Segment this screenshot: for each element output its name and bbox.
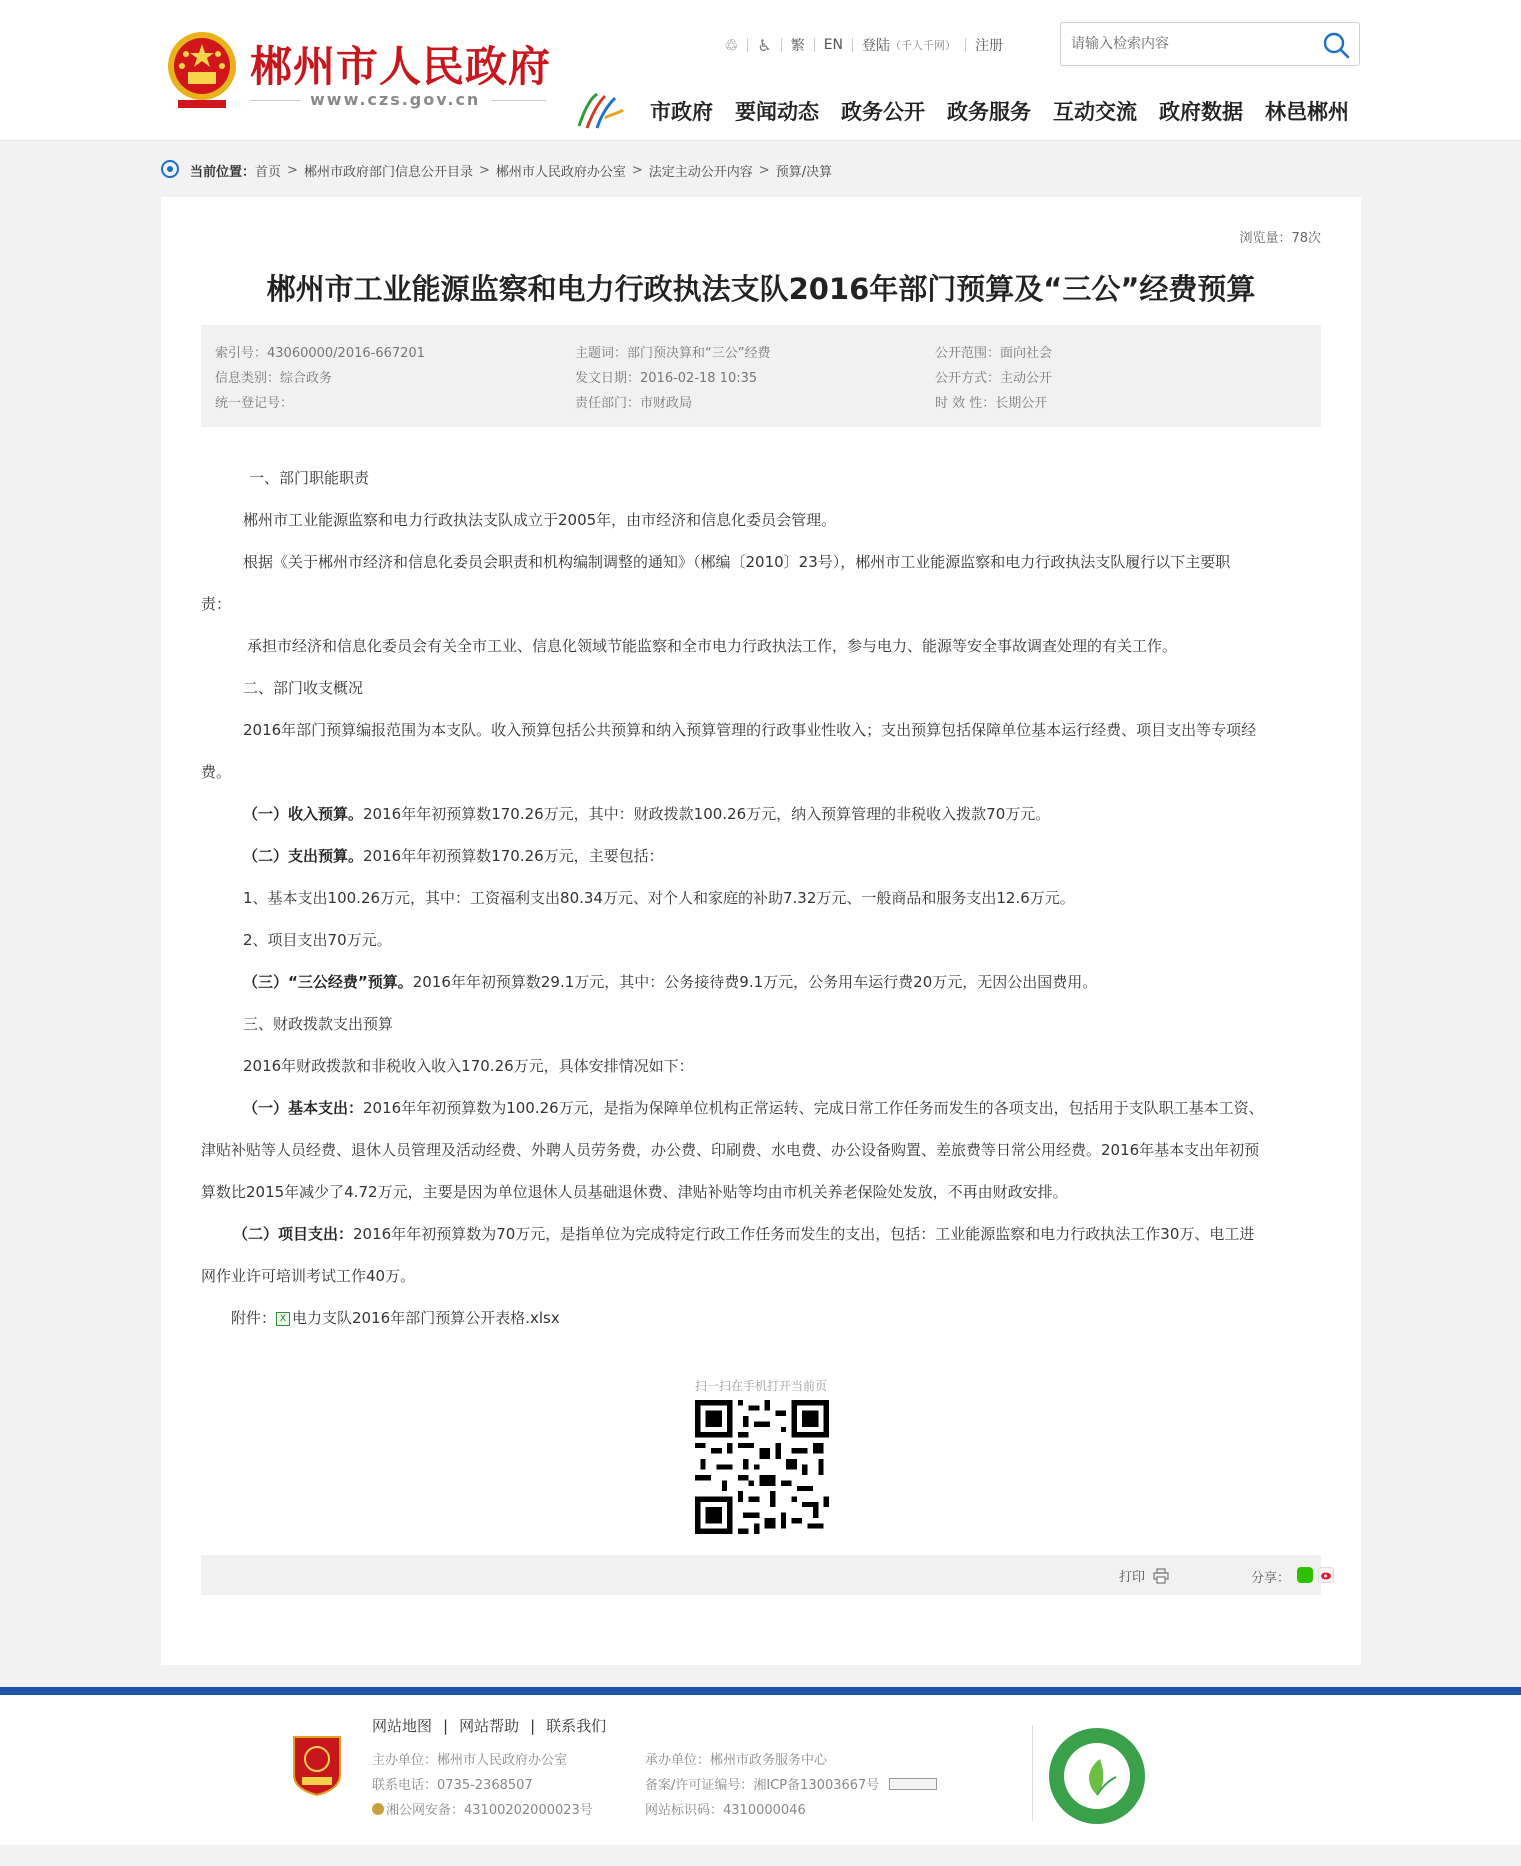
separator — [965, 38, 966, 52]
paragraph-heading: （二）支出预算。 — [243, 847, 364, 865]
footer-link-help[interactable]: 网站帮助 — [459, 1717, 520, 1735]
paragraph-text: 2016年年初预算数为100.26万元，是指为保障单位机构正常运转、完成日常工作任务而发生的各项支出，包括用于支队职工基本工资、 — [363, 1099, 1264, 1117]
search-input[interactable] — [1071, 33, 1311, 55]
linyi-logo-icon — [575, 88, 627, 132]
footer-divider — [1032, 1725, 1033, 1821]
paragraph-text: 2016年年初预算数170.26万元，主要包括： — [363, 847, 664, 865]
footer-host: 主办单位：郴州市人民政府办公室 — [372, 1753, 568, 1768]
meta-index-no: 索引号：43060000/2016-667201 — [215, 346, 425, 361]
paragraph-heading: （三）“三公经费”预算。 — [243, 973, 413, 991]
paragraph-text: 2016年年初预算数为70万元，是指单位为完成特定行政工作任务而发生的支出，包括：工业能源监察和电力行政执法工作30万、电工进 — [353, 1225, 1255, 1243]
site-footer — [0, 1695, 1521, 1845]
login-note: （千人千网） — [890, 39, 957, 52]
meta-subject: 主题词：部门预决算和“三公”经费 — [575, 346, 771, 361]
nav-item-open-affairs[interactable]: 政务公开 — [841, 100, 925, 124]
paragraph — [243, 971, 1097, 992]
paragraph: 1、基本支出100.26万元，其中：工资福利支出80.34万元、对个人和家庭的补助7.32万元、一般商品和服务支出12.6万元。 — [243, 889, 1075, 907]
paragraph: 2、项目支出70万元。 — [243, 931, 392, 949]
paragraph: 网作业许可培训考试工作40万。 — [201, 1267, 416, 1285]
section-heading: 二、部门收支概况 — [243, 679, 364, 697]
view-count: 浏览量：78次 — [1239, 231, 1321, 246]
weibo-share-icon[interactable] — [1318, 1567, 1334, 1583]
national-emblem-icon — [164, 26, 240, 112]
qr-caption: 扫一扫在手机打开当前页 — [694, 1379, 827, 1393]
url-divider-right — [492, 100, 546, 101]
attachment-link[interactable]: 电力支队2016年部门预算公开表格.xlsx — [292, 1309, 560, 1327]
paragraph-text: 2016年年初预算数29.1万元，其中：公务接待费9.1万元，公务用车运行费20万元，无因公出国费用。 — [412, 973, 1098, 991]
separator: | — [443, 1716, 449, 1735]
paragraph: 责： — [201, 595, 232, 613]
breadcrumb-office[interactable]: 郴州市人民政府办公室 — [495, 164, 626, 180]
paragraph-heading: （二）项目支出： — [233, 1225, 354, 1243]
breadcrumb-directory[interactable]: 郴州市政府部门信息公开目录 — [303, 164, 473, 180]
footer-police — [372, 1799, 593, 1818]
paragraph: 津贴补贴等人员经费、退休人员管理及活动经费、外聘人员劳务费，办公费、印刷费、水电费、办公设备购置、差旅费等日常公用经费。2016年基本支出年初预 — [201, 1141, 1260, 1159]
footer-phone: 联系电话：0735-2368507 — [372, 1778, 533, 1793]
separator: | — [530, 1716, 536, 1735]
breadcrumb-statutory[interactable]: 法定主动公开内容 — [648, 164, 753, 180]
civilized-website-badge-icon[interactable] — [1046, 1725, 1148, 1827]
nav-item-government[interactable]: 市政府 — [650, 100, 713, 124]
separator — [852, 38, 853, 52]
nav-item-news[interactable]: 要闻动态 — [735, 100, 819, 124]
paragraph — [233, 1223, 1254, 1244]
meta-scope: 公开范围：面向社会 — [935, 346, 1053, 361]
excel-file-icon: X — [276, 1312, 290, 1326]
breadcrumb-label: 当前位置： — [190, 164, 256, 180]
separator — [814, 38, 815, 52]
section-heading: 三、财政拨款支出预算 — [243, 1015, 394, 1033]
breadcrumb-separator: > — [631, 162, 643, 178]
paragraph-heading: （一）基本支出： — [243, 1099, 364, 1117]
paragraph: 2016年财政拨款和非税收入收入170.26万元，具体安排情况如下： — [243, 1057, 694, 1075]
paragraph — [243, 803, 1050, 824]
site-title[interactable]: 郴州市人民政府 — [250, 42, 552, 91]
footer-icp-text[interactable]: 备案/许可证编号：湘ICP备13003667号 — [645, 1778, 880, 1793]
paragraph — [243, 845, 664, 866]
footer-site-code: 网站标识码：4310000046 — [645, 1803, 806, 1818]
footer-link-contact[interactable]: 联系我们 — [546, 1717, 607, 1735]
share-bar — [201, 1555, 1321, 1595]
top-links — [724, 34, 1003, 56]
paragraph: 费。 — [201, 763, 232, 781]
traditional-chinese-link[interactable]: 繁 — [790, 38, 805, 54]
qr-code-icon — [695, 1400, 829, 1534]
meta-validity: 时 效 性：长期公开 — [935, 396, 1048, 411]
printer-icon — [1153, 1568, 1169, 1584]
print-button[interactable] — [1119, 1566, 1169, 1585]
main-nav — [650, 96, 1349, 126]
paragraph — [243, 1097, 1264, 1118]
paragraph-heading: （一）收入预算。 — [243, 805, 364, 823]
footer-icp — [645, 1774, 937, 1793]
register-link[interactable]: 注册 — [975, 38, 1004, 54]
meta-dept: 责任部门：市财政局 — [575, 396, 693, 411]
nav-item-data[interactable]: 政府数据 — [1159, 100, 1243, 124]
breadcrumb-budget[interactable]: 预算/决算 — [775, 164, 833, 180]
breadcrumb — [160, 158, 832, 182]
footer-undertaker: 承办单位：郴州市政务服务中心 — [645, 1753, 828, 1768]
location-pin-icon — [160, 159, 180, 181]
paragraph-text: 2016年年初预算数170.26万元，其中：财政拨款100.26万元，纳入预算管理的非税收入拨款70万元。 — [363, 805, 1051, 823]
meta-reg-no: 统一登记号： — [215, 396, 294, 411]
paragraph: 算数比2015年减少了4.72万元，主要是因为单位退休人员基础退休费、津贴补贴等均由市机关养老保险处发放，不再由财政安排。 — [201, 1183, 1068, 1201]
attachment — [231, 1307, 560, 1328]
english-link[interactable]: EN — [823, 37, 844, 53]
footer-accent-bar — [0, 1687, 1521, 1695]
share-label: 分享： — [1251, 1571, 1291, 1586]
nav-item-services[interactable]: 政务服务 — [947, 100, 1031, 124]
site-url: www.czs.gov.cn — [310, 90, 481, 109]
party-government-badge-icon[interactable] — [290, 1733, 344, 1797]
icp-badge-icon[interactable] — [889, 1778, 937, 1790]
paragraph: 郴州市工业能源监察和电力行政执法支队成立于2005年，由市经济和信息化委员会管理。 — [243, 511, 837, 529]
nav-item-linyi[interactable]: 林邑郴州 — [1265, 100, 1349, 124]
breadcrumb-separator: > — [287, 162, 298, 178]
paragraph: 承担市经济和信息化委员会有关全市工业、信息化领域节能监察和全市电力行政执法工作，参与电力、能源等安全事故调查处理的有关工作。 — [247, 637, 1178, 655]
article-card — [161, 197, 1361, 1665]
wheelchair-icon[interactable]: ♿ — [757, 35, 772, 55]
attachment-label: 附件： — [231, 1309, 277, 1327]
article-meta — [201, 325, 1321, 427]
meta-category: 信息类别：综合政务 — [215, 371, 333, 386]
breadcrumb-home[interactable]: 首页 — [255, 164, 282, 180]
footer-police-text[interactable]: 湘公网安备：43100202000023号 — [386, 1803, 593, 1818]
meta-date: 发文日期：2016-02-18 10:35 — [575, 371, 758, 386]
url-divider-left — [250, 100, 300, 101]
search-icon[interactable] — [1321, 30, 1351, 60]
nav-item-interaction[interactable]: 互动交流 — [1053, 100, 1137, 124]
meta-method: 公开方式：主动公开 — [935, 371, 1053, 386]
paragraph: 2016年部门预算编报范围为本支队。收入预算包括公共预算和纳入预算管理的行政事业性收入；支出预算包括保障单位基本运行经费、项目支出等专项经 — [243, 721, 1257, 739]
separator — [781, 38, 782, 52]
search-box — [1060, 22, 1360, 66]
accessibility-reader-icon[interactable]: ♲ — [724, 35, 739, 55]
site-header — [0, 0, 1521, 141]
wechat-share-icon[interactable] — [1297, 1567, 1313, 1583]
police-badge-icon — [372, 1803, 384, 1815]
footer-link-sitemap[interactable]: 网站地图 — [372, 1717, 433, 1735]
section-heading: 一、部门职能职责 — [249, 469, 370, 487]
print-label: 打印 — [1119, 1570, 1146, 1585]
login-link[interactable]: 登陆 — [862, 38, 891, 54]
article-title: 郴州市工业能源监察和电力行政执法支队2016年部门预算及“三公”经费预算 — [266, 272, 1256, 306]
breadcrumb-separator: > — [478, 162, 490, 178]
footer-links — [372, 1715, 606, 1736]
paragraph: 根据《关于郴州市经济和信息化委员会职责和机构编制调整的通知》（郴编〔2010〕23号），郴州市工业能源监察和电力行政执法支队履行以下主要职 — [243, 553, 1231, 571]
breadcrumb-separator: > — [758, 162, 770, 178]
separator — [747, 38, 748, 52]
